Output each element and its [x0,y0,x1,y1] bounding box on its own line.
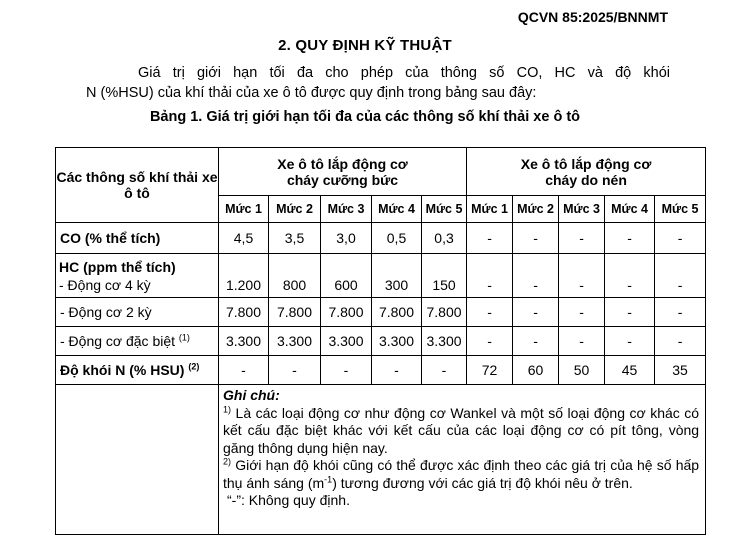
note-1-marker: 1) [223,403,232,414]
value-cell: - [219,356,269,385]
value-cell: - [467,327,513,356]
value-cell: 7.800 [422,298,467,327]
value-cell: 0,3 [422,223,467,254]
value-cell: - [513,327,559,356]
value-cell: 3.300 [372,327,422,356]
value-cell: - [513,254,559,298]
emission-limits-table [55,147,706,535]
value-cell: 3.300 [422,327,467,356]
value-cell: 3.300 [269,327,321,356]
param-header-cell [56,148,219,223]
level-cell: Mức 3 [559,196,605,223]
value-cell: 72 [467,356,513,385]
value-cell: 0,5 [372,223,422,254]
value-cell: 50 [559,356,605,385]
co-label: CO (% thể tích) [56,223,219,254]
note-1 [223,405,699,458]
value-cell: 1.200 [219,254,269,298]
value-cell: - [605,254,655,298]
value-cell: - [467,223,513,254]
value-cell: 3.300 [321,327,372,356]
value-cell: - [655,223,706,254]
footnote-ref-1: (1) [178,332,190,343]
footnote-ref-2: (2) [188,361,200,372]
notes-cell [219,385,706,535]
level-cell: Mức 4 [605,196,655,223]
group-spark-ignition-header [219,148,467,196]
value-cell: 7.800 [269,298,321,327]
group1-header-line2: cháy cưỡng bức [286,171,399,188]
value-cell: 3,0 [321,223,372,254]
table-row-hc-4stroke [56,254,706,298]
note-2-text-a: Giới hạn độ khói cũng có thể được xác định theo các giá trị của hệ số hấp thụ ánh sáng (m [223,457,700,491]
intro-line-2: N (%HSU) của khí thải của xe ô tô được quy định trong bảng sau đây: [86,85,537,101]
value-cell: - [559,298,605,327]
level-cell: Mức 1 [219,196,269,223]
value-cell: - [422,356,467,385]
value-cell: - [372,356,422,385]
level-cell: Mức 2 [269,196,321,223]
table-header-row [56,148,706,196]
level-cell: Mức 1 [467,196,513,223]
notes-title: Ghi chú: [223,387,280,403]
table-row-smoke [56,356,706,385]
value-cell: - [559,254,605,298]
value-cell: 4,5 [219,223,269,254]
value-cell: - [467,254,513,298]
note-2-unit-sup: -1 [324,473,333,484]
note-2 [223,457,699,492]
value-cell: - [513,298,559,327]
smoke-label-cell [56,356,219,385]
document-code: QCVN 85:2025/BNNMT [517,9,668,25]
note-2-text-b: ) tương đương với các giá trị độ khói nêu ở trên. [332,474,633,491]
table-row-hc-special [56,327,706,356]
table-row-hc-2stroke [56,298,706,327]
value-cell: - [605,298,655,327]
level-cell: Mức 5 [422,196,467,223]
value-cell: 3.300 [219,327,269,356]
hc-label: HC (ppm thể tích) [59,258,176,275]
value-cell: 45 [605,356,655,385]
level-cell: Mức 3 [321,196,372,223]
hc-4stroke-label: - Động cơ 4 kỳ [59,276,151,293]
value-cell: 600 [321,254,372,298]
hc-2stroke-label: - Động cơ 2 kỳ [56,298,219,327]
level-cell: Mức 4 [372,196,422,223]
level-cell: Mức 5 [655,196,706,223]
value-cell: 7.800 [321,298,372,327]
value-cell: - [655,254,706,298]
value-cell: 800 [269,254,321,298]
value-cell: 3,5 [269,223,321,254]
value-cell: 60 [513,356,559,385]
note-dash: “-”: Không quy định. [227,492,350,508]
hc-label-cell [56,254,219,298]
value-cell: - [513,223,559,254]
intro-line-1: Giá trị giới hạn tối đa cho phép của thông số CO, HC và độ khói [138,65,670,81]
table-row-co [56,223,706,254]
table-row-notes [56,385,706,535]
hc-special-label-cell [56,327,219,356]
value-cell: - [559,327,605,356]
value-cell: 35 [655,356,706,385]
value-cell: 7.800 [219,298,269,327]
value-cell: - [269,356,321,385]
value-cell: - [605,223,655,254]
section-title: 2. QUY ĐỊNH KỸ THUẬT [278,37,452,54]
hc-special-label: - Động cơ đặc biệt [60,333,176,349]
group-compression-ignition-header [467,148,706,196]
value-cell: 7.800 [372,298,422,327]
group2-header-line1: Xe ô tô lắp động cơ [520,155,652,172]
value-cell: - [467,298,513,327]
value-cell: - [655,327,706,356]
value-cell: - [321,356,372,385]
value-cell: 150 [422,254,467,298]
note-1-text: Là các loại động cơ như động cơ Wankel và một số loại động cơ khác có kết cấu đặc biệt khác với kết cấu của các loại động cơ có pít tông, vòng găng thông dụng hiện nay. [223,404,700,456]
level-cell: Mức 2 [513,196,559,223]
group2-header-line2: cháy do nén [545,171,627,188]
value-cell: - [655,298,706,327]
smoke-label: Độ khói N (% HSU) [60,362,185,378]
param-header: Các thông số khí thải xe ô tô [56,169,218,201]
value-cell: 300 [372,254,422,298]
table-caption: Bảng 1. Giá trị giới hạn tối đa của các thông số khí thải xe ô tô [149,109,581,125]
intro-paragraph [86,63,670,103]
value-cell: - [559,223,605,254]
group1-header-line1: Xe ô tô lắp động cơ [277,155,408,172]
note-2-marker: 2) [223,456,232,467]
notes-empty-cell [56,385,219,535]
value-cell: - [605,327,655,356]
